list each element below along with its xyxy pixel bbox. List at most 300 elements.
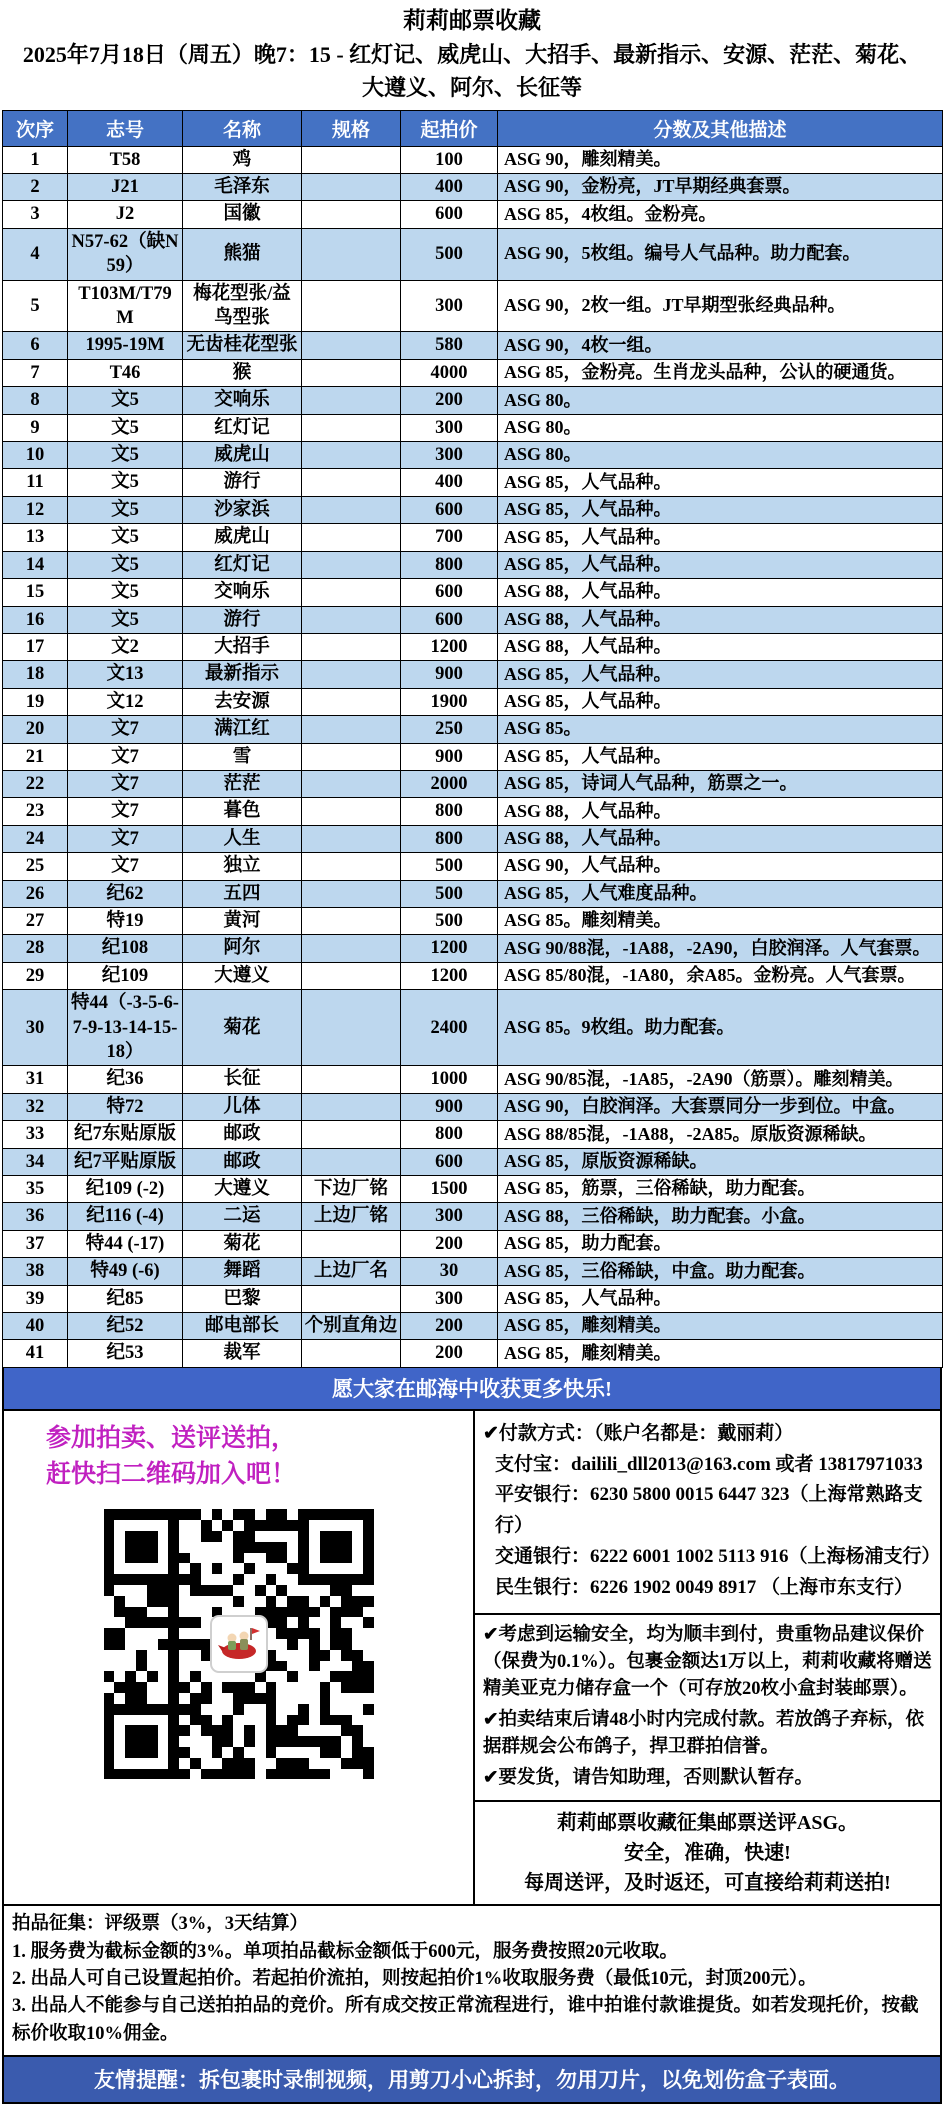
cell-no: 16 [3, 606, 68, 633]
table-row [3, 1258, 943, 1285]
cell-no: 41 [3, 1340, 68, 1367]
cell-price: 100 [401, 146, 498, 173]
payment-line-minsheng: 民生银行：6226 1902 0049 8917 （上海市东支行） [495, 1576, 914, 1598]
cell-spec: 下边厂铭 [302, 1176, 401, 1203]
table-header-row [3, 110, 943, 146]
cell-spec [302, 825, 401, 852]
cell-spec [302, 633, 401, 660]
cell-price: 400 [401, 174, 498, 201]
cell-desc: ASG 85，人气品种。 [498, 524, 943, 551]
cell-name: 长征 [183, 1066, 302, 1093]
asg-line-2: 安全，准确，快速! [624, 1842, 791, 1865]
cell-desc: ASG 90，白胶润泽。大套票同分一步到位。中盒。 [498, 1093, 943, 1120]
cell-price: 200 [401, 1313, 498, 1340]
cell-spec [302, 201, 401, 228]
cell-spec [302, 1093, 401, 1120]
cell-price: 600 [401, 606, 498, 633]
cell-spec [302, 579, 401, 606]
cell-price: 200 [401, 387, 498, 414]
cell-price: 900 [401, 1093, 498, 1120]
cell-name: 菊花 [183, 990, 302, 1066]
cell-price: 600 [401, 1148, 498, 1175]
rocket-illustration [217, 1622, 261, 1666]
cell-no: 13 [3, 524, 68, 551]
cell-price: 500 [401, 228, 498, 280]
cell-spec [302, 880, 401, 907]
cell-spec [302, 688, 401, 715]
cell-no: 11 [3, 469, 68, 496]
cell-price: 2000 [401, 770, 498, 797]
cell-price: 500 [401, 853, 498, 880]
cell-no: 20 [3, 716, 68, 743]
cell-no: 35 [3, 1176, 68, 1203]
cell-desc: ASG 80。 [498, 442, 943, 469]
cell-cat: 文5 [68, 442, 183, 469]
cell-name: 阿尔 [183, 935, 302, 962]
cell-cat: 纪7平贴原版 [68, 1148, 183, 1175]
stamp-table-body [3, 146, 943, 1367]
cell-name: 茫茫 [183, 770, 302, 797]
promo-text-line-1: 参加拍卖、送评送拍， [46, 1424, 297, 1452]
date-line-1: 2025年7月18日（周五）晚7：15 - 红灯记、威虎山、大招手、最新指示、安源、茫茫、菊花、 [22, 41, 922, 67]
cell-no: 30 [3, 990, 68, 1066]
table-header-cell: 起拍价 [401, 110, 498, 146]
cell-price: 1500 [401, 1176, 498, 1203]
table-row [3, 1230, 943, 1257]
rules-heading: 拍品征集：评级票（3%，3天结算） [12, 1914, 309, 1935]
cell-price: 600 [401, 201, 498, 228]
table-row [3, 496, 943, 523]
cell-desc: ASG 90，2枚一组。JT早期型张经典品种。 [498, 280, 943, 332]
cell-desc: ASG 85，人气品种。 [498, 661, 943, 688]
cell-price: 300 [401, 442, 498, 469]
cell-no: 39 [3, 1285, 68, 1312]
table-header-cell: 名称 [183, 110, 302, 146]
cell-desc: ASG 88，人气品种。 [498, 798, 943, 825]
cell-cat: 文7 [68, 716, 183, 743]
table-header-cell: 规格 [302, 110, 401, 146]
cell-name: 红灯记 [183, 414, 302, 441]
cell-spec [302, 716, 401, 743]
cell-name: 大遵义 [183, 1176, 302, 1203]
cell-no: 27 [3, 907, 68, 934]
cell-price: 700 [401, 524, 498, 551]
table-row [3, 524, 943, 551]
cell-name: 五四 [183, 880, 302, 907]
cell-no: 2 [3, 174, 68, 201]
cell-name: 沙家浜 [183, 496, 302, 523]
cell-desc: ASG 88，人气品种。 [498, 825, 943, 852]
cell-price: 300 [401, 280, 498, 332]
qr-logo [210, 1615, 268, 1673]
table-row [3, 606, 943, 633]
cell-price: 600 [401, 496, 498, 523]
cell-price: 200 [401, 1230, 498, 1257]
cell-no: 25 [3, 853, 68, 880]
table-row [3, 442, 943, 469]
table-row [3, 1066, 943, 1093]
cell-name: 交响乐 [183, 387, 302, 414]
cell-cat: 文5 [68, 469, 183, 496]
cell-price: 1200 [401, 633, 498, 660]
table-row [3, 1093, 943, 1120]
cell-spec [302, 228, 401, 280]
cell-desc: ASG 90，雕刻精美。 [498, 146, 943, 173]
note-delivery: ✔要发货，请告知助理，否则默认暂存。 [483, 1767, 814, 1788]
table-row [3, 743, 943, 770]
cell-desc: ASG 80。 [498, 387, 943, 414]
table-row [3, 1203, 943, 1230]
cell-spec [302, 962, 401, 989]
cell-desc: ASG 85，助力配套。 [498, 1230, 943, 1257]
asg-box [475, 1802, 940, 1904]
cell-no: 36 [3, 1203, 68, 1230]
table-row [3, 359, 943, 386]
cell-name: 邮电部长 [183, 1313, 302, 1340]
cell-desc: ASG 85，人气品种。 [498, 1285, 943, 1312]
table-row [3, 1340, 943, 1367]
cell-no: 21 [3, 743, 68, 770]
table-row [3, 990, 943, 1066]
cell-spec [302, 524, 401, 551]
cell-no: 18 [3, 661, 68, 688]
cell-spec: 上边厂名 [302, 1258, 401, 1285]
cell-spec [302, 1148, 401, 1175]
cell-price: 500 [401, 880, 498, 907]
cell-name: 儿体 [183, 1093, 302, 1120]
cell-desc: ASG 85。 [498, 716, 943, 743]
cell-desc: ASG 90，人气品种。 [498, 853, 943, 880]
cell-no: 14 [3, 551, 68, 578]
note-shipping: ✔考虑到运输安全，均为顺丰到付，贵重物品建议保价（保费为0.1%）。包裹金额达1万以上，莉莉收藏将赠送精美亚克力储存盒一个（可存放20枚小盒封装邮票）。 [483, 1625, 932, 1700]
table-row [3, 798, 943, 825]
payment-line-pingan: 平安银行：6230 5800 0015 6447 323（上海常熟路支行） [495, 1484, 923, 1537]
cell-name: 巴黎 [183, 1285, 302, 1312]
cell-name: 邮政 [183, 1148, 302, 1175]
cell-no: 3 [3, 201, 68, 228]
cell-no: 24 [3, 825, 68, 852]
cell-cat: 文13 [68, 661, 183, 688]
notes-box [475, 1615, 940, 1802]
cell-desc: ASG 85，人气品种。 [498, 743, 943, 770]
cell-spec [302, 606, 401, 633]
cell-spec [302, 146, 401, 173]
cell-desc: ASG 85，诗词人气品种，筋票之一。 [498, 770, 943, 797]
cell-no: 17 [3, 633, 68, 660]
cell-desc: ASG 85，人气品种。 [498, 551, 943, 578]
payment-line-alipay: 支付宝：dailili_dll2013@163.com 或者 13817971033 [495, 1453, 923, 1475]
cell-price: 600 [401, 579, 498, 606]
cell-spec [302, 1230, 401, 1257]
cell-no: 6 [3, 332, 68, 359]
cell-cat: 特49 (-6) [68, 1258, 183, 1285]
cell-name: 毛泽东 [183, 174, 302, 201]
cell-desc: ASG 88，三俗稀缺，助力配套。小盒。 [498, 1203, 943, 1230]
page-title: 莉莉邮票收藏 [403, 8, 541, 33]
cell-price: 200 [401, 1340, 498, 1367]
cell-cat: 文2 [68, 633, 183, 660]
cell-desc: ASG 88，人气品种。 [498, 579, 943, 606]
cell-name: 鸡 [183, 146, 302, 173]
table-row [3, 633, 943, 660]
cell-no: 8 [3, 387, 68, 414]
payment-line-bocom: 交通银行：6222 6001 1002 5113 916（上海杨浦支行） [495, 1545, 941, 1567]
table-row [3, 688, 943, 715]
asg-line-3: 每周送评，及时返还，可直接给莉莉送拍! [524, 1872, 891, 1895]
table-row [3, 146, 943, 173]
cell-price: 580 [401, 332, 498, 359]
cell-desc: ASG 88，人气品种。 [498, 633, 943, 660]
cell-spec [302, 770, 401, 797]
cell-name: 雪 [183, 743, 302, 770]
cell-spec [302, 935, 401, 962]
cell-cat: J21 [68, 174, 183, 201]
asg-line-1: 莉莉邮票收藏征集邮票送评ASG。 [556, 1812, 859, 1835]
cell-price: 250 [401, 716, 498, 743]
cell-cat: 纪85 [68, 1285, 183, 1312]
cell-name: 交响乐 [183, 579, 302, 606]
payment-box [475, 1411, 940, 1616]
payment-heading: ✔付款方式：（账户名都是：戴丽莉） [483, 1422, 794, 1444]
cell-spec: 个别直角边 [302, 1313, 401, 1340]
cell-cat: 纪52 [68, 1313, 183, 1340]
cell-spec [302, 359, 401, 386]
cell-spec [302, 174, 401, 201]
cell-spec [302, 798, 401, 825]
cell-spec [302, 990, 401, 1066]
cell-cat: 文7 [68, 798, 183, 825]
table-row [3, 935, 943, 962]
tip-banner: 友情提醒：拆包裹时录制视频，用剪刀小心拆封，勿用刀片，以免划伤盒子表面。 [2, 2057, 942, 2104]
cell-no: 7 [3, 359, 68, 386]
table-row [3, 579, 943, 606]
table-row [3, 201, 943, 228]
cell-name: 梅花型张/益鸟型张 [183, 280, 302, 332]
cell-price: 800 [401, 551, 498, 578]
info-panel [475, 1411, 940, 1904]
qr-code [104, 1509, 374, 1779]
cell-spec [302, 1340, 401, 1367]
cell-no: 40 [3, 1313, 68, 1340]
cell-desc: ASG 85，原版资源稀缺。 [498, 1148, 943, 1175]
cell-desc: ASG 90，金粉亮，JT早期经典套票。 [498, 174, 943, 201]
cell-name: 熊猫 [183, 228, 302, 280]
cell-cat: 特72 [68, 1093, 183, 1120]
cell-desc: ASG 85，人气品种。 [498, 688, 943, 715]
rule-item-1: 1. 服务费为截标金额的3%。单项拍品截标金额低于600元，服务费按照20元收取。 [12, 1941, 679, 1962]
cell-spec [302, 551, 401, 578]
cell-desc: ASG 85，人气品种。 [498, 496, 943, 523]
cell-desc: ASG 85。雕刻精美。 [498, 907, 943, 934]
cell-name: 威虎山 [183, 442, 302, 469]
cell-name: 大遵义 [183, 962, 302, 989]
cell-spec: 上边厂铭 [302, 1203, 401, 1230]
cell-name: 游行 [183, 606, 302, 633]
cell-cat: T103M/T79M [68, 280, 183, 332]
cell-name: 黄河 [183, 907, 302, 934]
cell-name: 最新指示 [183, 661, 302, 688]
cell-desc: ASG 85，雕刻精美。 [498, 1313, 943, 1340]
cell-spec [302, 853, 401, 880]
cell-cat: 文5 [68, 387, 183, 414]
table-row [3, 661, 943, 688]
cell-cat: 文7 [68, 770, 183, 797]
cell-desc: ASG 90，5枚组。编号人气品种。助力配套。 [498, 228, 943, 280]
cell-price: 1900 [401, 688, 498, 715]
table-row [3, 907, 943, 934]
cell-spec [302, 907, 401, 934]
cell-cat: 纪36 [68, 1066, 183, 1093]
cell-price: 300 [401, 1203, 498, 1230]
cell-desc: ASG 85，4枚组。金粉亮。 [498, 201, 943, 228]
cell-cat: 纪109 (-2) [68, 1176, 183, 1203]
cell-no: 32 [3, 1093, 68, 1120]
cell-desc: ASG 85，人气难度品种。 [498, 880, 943, 907]
cell-no: 33 [3, 1121, 68, 1148]
cell-name: 菊花 [183, 1230, 302, 1257]
cell-desc: ASG 90/88混，-1A88，-2A90，白胶润泽。人气套票。 [498, 935, 943, 962]
table-row [3, 716, 943, 743]
cell-spec [302, 1285, 401, 1312]
rule-item-2: 2. 出品人可自己设置起拍价。若起拍价流拍，则按起拍价1%收取服务费（最低10元，封顶200元）。 [12, 1969, 817, 1990]
cell-cat: 文5 [68, 496, 183, 523]
table-row [3, 1148, 943, 1175]
cell-price: 400 [401, 469, 498, 496]
cell-desc: ASG 88，人气品种。 [498, 606, 943, 633]
cell-no: 9 [3, 414, 68, 441]
cell-desc: ASG 85，筋票，三俗稀缺，助力配套。 [498, 1176, 943, 1203]
table-row [3, 853, 943, 880]
cell-no: 34 [3, 1148, 68, 1175]
cell-desc: ASG 88/85混，-1A88，-2A85。原版资源稀缺。 [498, 1121, 943, 1148]
cell-desc: ASG 85/80混，-1A80，余A85。金粉亮。人气套票。 [498, 962, 943, 989]
cell-price: 30 [401, 1258, 498, 1285]
wish-banner: 愿大家在邮海中收获更多快乐! [2, 1368, 942, 1411]
cell-price: 300 [401, 1285, 498, 1312]
cell-cat: T46 [68, 359, 183, 386]
table-header-cell: 志号 [68, 110, 183, 146]
cell-no: 23 [3, 798, 68, 825]
cell-desc: ASG 80。 [498, 414, 943, 441]
cell-price: 2400 [401, 990, 498, 1066]
cell-name: 舞蹈 [183, 1258, 302, 1285]
table-row [3, 414, 943, 441]
cell-cat: 纪109 [68, 962, 183, 989]
cell-cat: 纪116 (-4) [68, 1203, 183, 1230]
cell-price: 900 [401, 661, 498, 688]
cell-spec [302, 743, 401, 770]
cell-name: 大招手 [183, 633, 302, 660]
cell-cat: 文5 [68, 551, 183, 578]
cell-price: 4000 [401, 359, 498, 386]
stamp-table [2, 110, 943, 1368]
cell-cat: N57-62（缺N59） [68, 228, 183, 280]
table-row [3, 825, 943, 852]
cell-spec [302, 332, 401, 359]
cell-desc: ASG 90/85混，-1A85，-2A90（筋票）。雕刻精美。 [498, 1066, 943, 1093]
table-row [3, 1121, 943, 1148]
cell-name: 人生 [183, 825, 302, 852]
cell-spec [302, 496, 401, 523]
cell-desc: ASG 85，金粉亮。生肖龙头品种，公认的硬通货。 [498, 359, 943, 386]
cell-price: 1200 [401, 935, 498, 962]
table-row [3, 1176, 943, 1203]
cell-cat: 纪7东贴原版 [68, 1121, 183, 1148]
cell-spec [302, 661, 401, 688]
cell-spec [302, 387, 401, 414]
table-row [3, 551, 943, 578]
table-row [3, 332, 943, 359]
cell-cat: 文5 [68, 524, 183, 551]
cell-cat: 纪53 [68, 1340, 183, 1367]
cell-spec [302, 1121, 401, 1148]
cell-no: 28 [3, 935, 68, 962]
cell-cat: J2 [68, 201, 183, 228]
rule-item-3: 3. 出品人不能参与自己送拍拍品的竞价。所有成交按正常流程进行，谁中拍谁付款谁提货。如若发现托价，按截标价收取10%佣金。 [12, 1996, 919, 2044]
cell-cat: 特44 (-17) [68, 1230, 183, 1257]
cell-no: 5 [3, 280, 68, 332]
note-payment-deadline: ✔拍卖结束后请48小时内完成付款。若放鸽子弃标，依据群规会公布鸽子，捍卫群拍信誉。 [483, 1709, 925, 1757]
table-row [3, 962, 943, 989]
cell-desc: ASG 85，人气品种。 [498, 469, 943, 496]
cell-no: 22 [3, 770, 68, 797]
cell-cat: 特44（-3-5-6-7-9-13-14-15-18） [68, 990, 183, 1066]
table-row [3, 228, 943, 280]
cell-cat: 文7 [68, 743, 183, 770]
rules-section [2, 1906, 942, 2057]
cell-no: 37 [3, 1230, 68, 1257]
cell-no: 26 [3, 880, 68, 907]
cell-desc: ASG 85，雕刻精美。 [498, 1340, 943, 1367]
cell-name: 裁军 [183, 1340, 302, 1367]
table-header-cell: 次序 [3, 110, 68, 146]
cell-name: 猴 [183, 359, 302, 386]
cell-no: 29 [3, 962, 68, 989]
cell-price: 300 [401, 414, 498, 441]
footer-section [2, 1411, 942, 1906]
cell-desc: ASG 85。9枚组。助力配套。 [498, 990, 943, 1066]
cell-price: 900 [401, 743, 498, 770]
cell-price: 1200 [401, 962, 498, 989]
date-line-2: 大遵义、阿尔、长征等 [361, 74, 582, 100]
cell-name: 暮色 [183, 798, 302, 825]
table-row [3, 880, 943, 907]
cell-no: 12 [3, 496, 68, 523]
cell-spec [302, 1066, 401, 1093]
cell-cat: 特19 [68, 907, 183, 934]
cell-spec [302, 280, 401, 332]
cell-spec [302, 414, 401, 441]
table-row [3, 387, 943, 414]
cell-cat: 文5 [68, 414, 183, 441]
cell-no: 15 [3, 579, 68, 606]
auction-sheet [2, 0, 942, 2104]
cell-name: 独立 [183, 853, 302, 880]
cell-no: 31 [3, 1066, 68, 1093]
cell-cat: 文7 [68, 853, 183, 880]
cell-no: 19 [3, 688, 68, 715]
cell-price: 1000 [401, 1066, 498, 1093]
cell-name: 去安源 [183, 688, 302, 715]
cell-name: 威虎山 [183, 524, 302, 551]
table-row [3, 174, 943, 201]
table-header-cell: 分数及其他描述 [498, 110, 943, 146]
cell-name: 邮政 [183, 1121, 302, 1148]
cell-cat: 文12 [68, 688, 183, 715]
cell-name: 无齿桂花型张 [183, 332, 302, 359]
table-row [3, 1313, 943, 1340]
cell-name: 游行 [183, 469, 302, 496]
